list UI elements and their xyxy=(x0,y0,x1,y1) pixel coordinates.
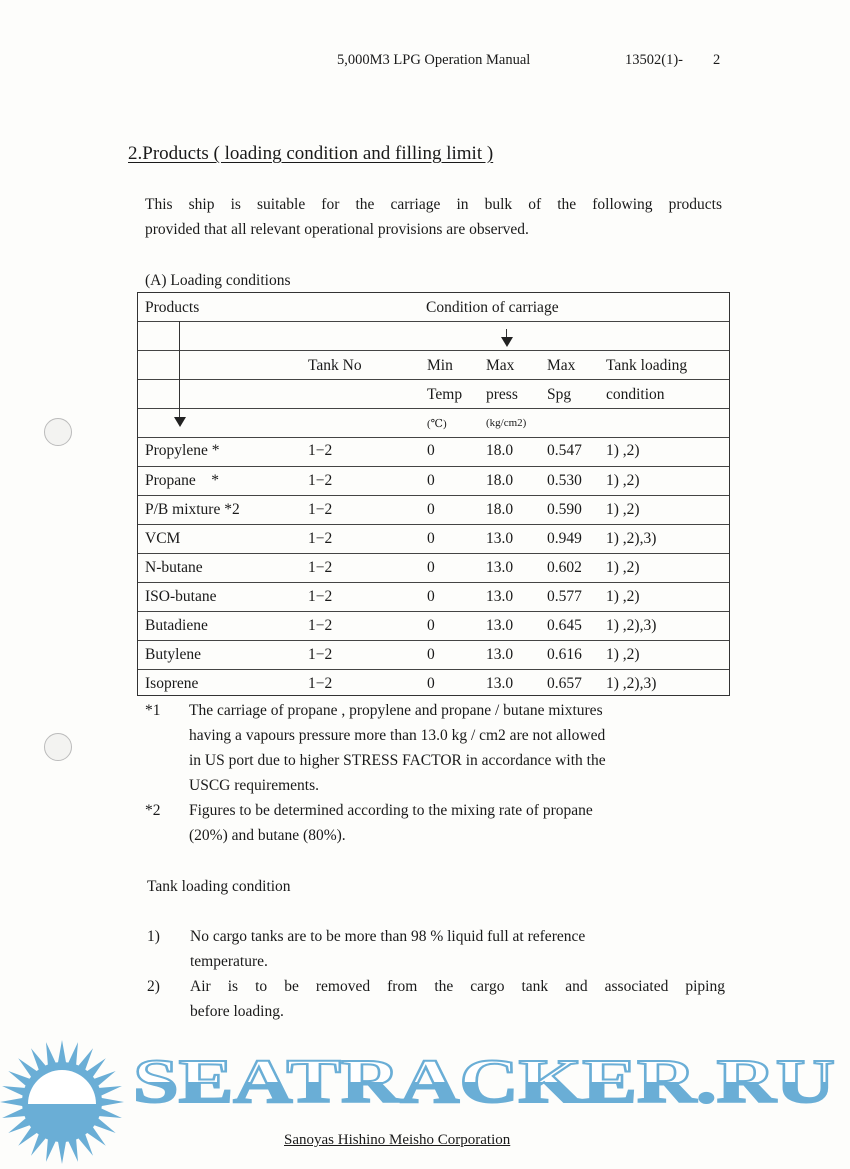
cell-spg: 0.657 xyxy=(547,675,582,692)
condition-line: No cargo tanks are to be more than 98 % liquid full at reference xyxy=(190,928,586,945)
col-min-temp-2: Temp xyxy=(427,386,463,403)
note-line: Figures to be determined according to the mixing rate of propane xyxy=(189,802,593,819)
condition-line: before loading. xyxy=(190,1003,284,1020)
col-max-press: Max xyxy=(486,357,515,374)
note-mark: *1 xyxy=(145,702,161,719)
intro-line: provided that all relevant operational provisions are observed. xyxy=(145,221,529,238)
cell-tank: 1−2 xyxy=(308,675,333,692)
table-row xyxy=(138,553,729,583)
table-row xyxy=(138,524,729,554)
cell-temp: 0 xyxy=(427,442,435,459)
cell-tank: 1−2 xyxy=(308,646,333,663)
cell-product: P/B mixture *2 xyxy=(145,501,240,518)
cell-product: Butadiene xyxy=(145,617,208,634)
section-title: 2.Products ( loading condition and filling limit ) xyxy=(128,143,494,164)
cell-press: 13.0 xyxy=(486,675,514,692)
arrow-down-icon xyxy=(501,337,513,347)
cell-cond: 1) ,2) xyxy=(606,501,640,518)
table-row xyxy=(138,611,729,641)
cell-press: 13.0 xyxy=(486,617,514,634)
table-caption: (A) Loading conditions xyxy=(145,272,291,289)
page-number: 2 xyxy=(713,52,721,68)
cell-temp: 0 xyxy=(427,501,435,518)
tank-loading-heading: Tank loading condition xyxy=(147,878,291,895)
cell-tank: 1−2 xyxy=(308,617,333,634)
cell-temp: 0 xyxy=(427,588,435,605)
footer-company: Sanoyas Hishino Meisho Corporation xyxy=(284,1132,511,1148)
cell-tank: 1−2 xyxy=(308,588,333,605)
cell-spg: 0.645 xyxy=(547,617,582,634)
cell-product: VCM xyxy=(145,530,181,547)
cell-spg: 0.577 xyxy=(547,588,582,605)
cell-product: Propylene * xyxy=(145,442,220,459)
table-row xyxy=(138,466,729,496)
condition-mark: 2) xyxy=(147,978,160,995)
intro-line: This ship is suitable for the carriage in bulk of the following products xyxy=(145,196,722,213)
cell-tank: 1−2 xyxy=(308,530,333,547)
cell-tank: 1−2 xyxy=(308,501,333,518)
cell-cond: 1) ,2) xyxy=(606,472,640,489)
unit-press: (kg/cm2) xyxy=(486,417,527,429)
col-tank-loading-2: condition xyxy=(606,386,665,403)
punch-hole xyxy=(44,418,72,446)
arrow-down-icon xyxy=(174,417,186,427)
note-line: in US port due to higher STRESS FACTOR in accordance with the xyxy=(189,752,606,769)
col-min-temp: Min xyxy=(427,357,453,374)
cell-product: Butylene xyxy=(145,646,201,663)
table-row xyxy=(138,495,729,525)
cell-press: 13.0 xyxy=(486,588,514,605)
cell-tank: 1−2 xyxy=(308,559,333,576)
doc-title: 5,000M3 LPG Operation Manual xyxy=(337,52,531,68)
cell-product: N-butane xyxy=(145,559,203,576)
cell-temp: 0 xyxy=(427,617,435,634)
note-line: having a vapours pressure more than 13.0 kg / cm2 are not allowed xyxy=(189,727,606,744)
punch-hole xyxy=(44,733,72,761)
cell-press: 13.0 xyxy=(486,559,514,576)
table-row xyxy=(138,437,729,466)
unit-temp: (℃) xyxy=(427,418,447,430)
cell-cond: 1) ,2) xyxy=(606,442,640,459)
cell-press: 18.0 xyxy=(486,442,514,459)
cell-spg: 0.530 xyxy=(547,472,582,489)
cell-spg: 0.547 xyxy=(547,442,582,459)
products-header: Products xyxy=(145,299,200,316)
cell-product: ISO-butane xyxy=(145,588,217,605)
cell-cond: 1) ,2),3) xyxy=(606,617,657,634)
table-row xyxy=(138,640,729,670)
col-tank-no: Tank No xyxy=(308,357,362,374)
cell-product: Isoprene xyxy=(145,675,199,692)
cell-press: 18.0 xyxy=(486,472,514,489)
cell-cond: 1) ,2) xyxy=(606,559,640,576)
table-row xyxy=(138,669,729,699)
cell-spg: 0.590 xyxy=(547,501,582,518)
cell-press: 13.0 xyxy=(486,530,514,547)
col-max-spg: Max xyxy=(547,357,576,374)
col-max-press-2: press xyxy=(486,386,518,403)
cell-cond: 1) ,2) xyxy=(606,646,640,663)
table-row xyxy=(138,582,729,612)
cell-temp: 0 xyxy=(427,646,435,663)
cell-temp: 0 xyxy=(427,559,435,576)
condition-header: Condition of carriage xyxy=(426,299,559,316)
col-max-spg-2: Spg xyxy=(547,386,572,403)
cell-temp: 0 xyxy=(427,675,435,692)
col-tank-loading: Tank loading xyxy=(606,357,688,374)
cell-press: 13.0 xyxy=(486,646,514,663)
note-line: USCG requirements. xyxy=(189,777,320,794)
cell-cond: 1) ,2) xyxy=(606,588,640,605)
cell-temp: 0 xyxy=(427,472,435,489)
cell-spg: 0.616 xyxy=(547,646,582,663)
note-line: The carriage of propane , propylene and propane / butane mixtures xyxy=(189,702,603,719)
cell-press: 18.0 xyxy=(486,501,514,518)
doc-code: 13502(1)- xyxy=(625,52,683,68)
cell-temp: 0 xyxy=(427,530,435,547)
seatracker-watermark xyxy=(0,1040,850,1169)
cell-tank: 1−2 xyxy=(308,442,333,459)
note-mark: *2 xyxy=(145,802,161,819)
cell-spg: 0.602 xyxy=(547,559,582,576)
condition-line: temperature. xyxy=(190,953,268,970)
cell-tank: 1−2 xyxy=(308,472,333,489)
cell-cond: 1) ,2),3) xyxy=(606,675,657,692)
condition-mark: 1) xyxy=(147,928,160,945)
products-arrow-line xyxy=(179,321,180,419)
cell-cond: 1) ,2),3) xyxy=(606,530,657,547)
watermark-text: SEATRACKER.RU xyxy=(133,1048,835,1116)
cell-spg: 0.949 xyxy=(547,530,582,547)
cell-product: Propane * xyxy=(145,472,220,489)
condition-line: Air is to be removed from the cargo tank and associated piping xyxy=(190,978,725,995)
note-line: (20%) and butane (80%). xyxy=(189,827,346,844)
sun-logo-icon xyxy=(0,1040,124,1164)
loading-conditions-table xyxy=(137,292,730,696)
